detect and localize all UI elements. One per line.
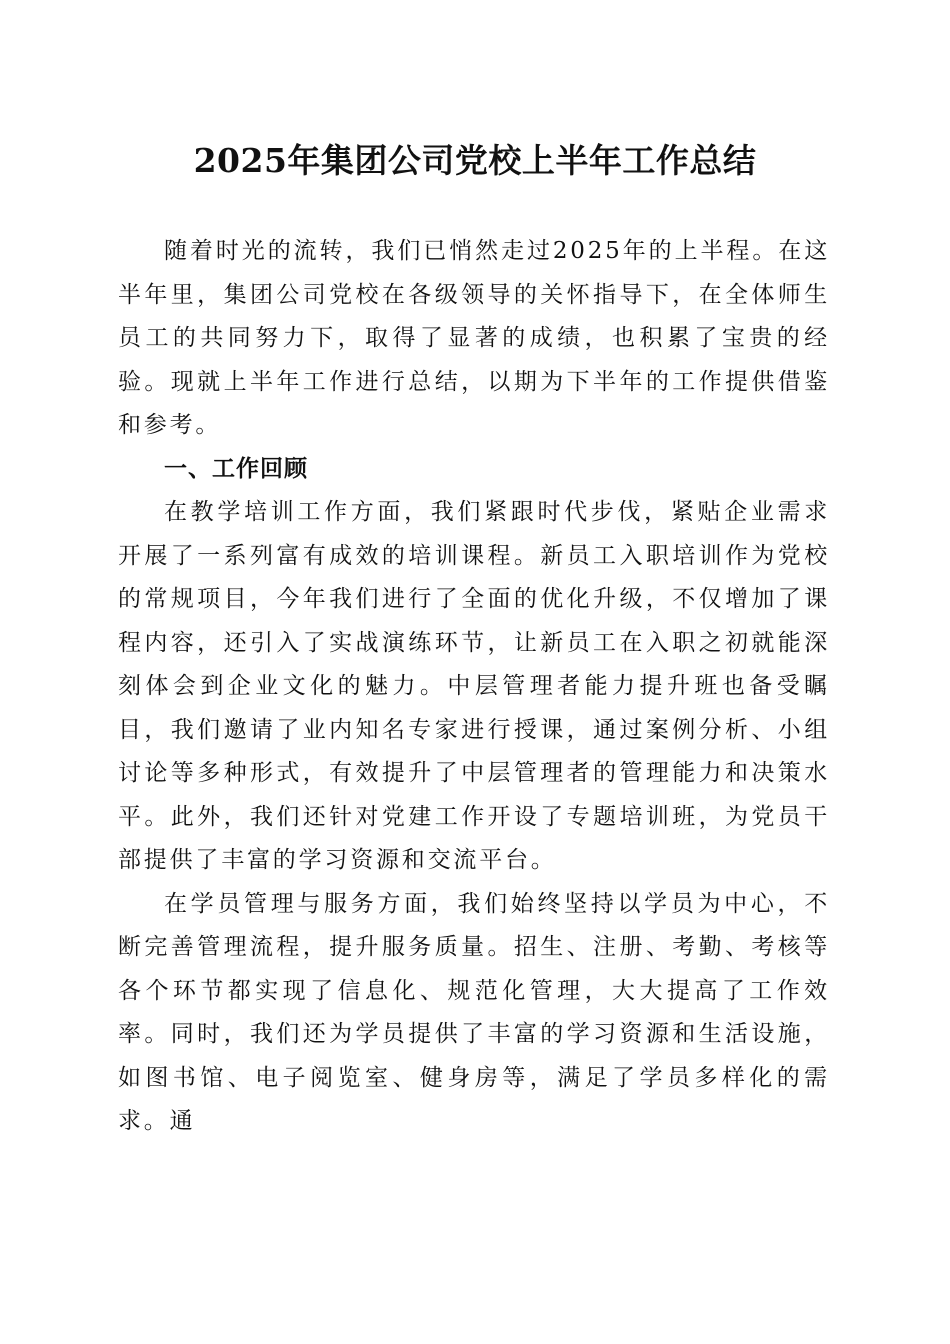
student-management-paragraph: 在学员管理与服务方面，我们始终坚持以学员为中心，不断完善管理流程，提升服务质量。招生、注册、考勤、考核等各个环节都实现了信息化、规范化管理，大大提高了工作效率。同时，我们还为学员提供了丰富的学习资源和生活设施，如图书馆、电子阅览室、健身房等，满足了学员多样化的需求。通	[118, 890, 830, 1134]
teaching-paragraph: 在教学培训工作方面，我们紧跟时代步伐，紧贴企业需求开展了一系列富有成效的培训课程。新员工入职培训作为党校的常规项目，今年我们进行了全面的优化升级，不仅增加了课程内容，还引入了实战演练环节，让新员工在入职之初就能深刻体会到企业文化的魅力。中层管理者能力提升班也备受瞩目，我们邀请了业内知名专家进行授课，通过案例分析、小组讨论等多种形式，有效提升了中层管理者的管理能力和决策水平。此外，我们还针对党建工作开设了专题培训班，为党员干部提供了丰富的学习资源和交流平台。	[118, 499, 830, 873]
document-title: 2025年集团公司党校上半年工作总结	[193, 141, 757, 180]
document-body	[118, 230, 830, 1144]
intro-paragraph: 随着时光的流转，我们已悄然走过2025年的上半程。在这半年里，集团公司党校在各级领导的关怀指导下，在全体师生员工的共同努力下，取得了显著的成绩，也积累了宝贵的经验。现就上半年工作进行总结，以期为下半年的工作提供借鉴和参考。	[118, 238, 830, 438]
section-heading: 一、工作回顾	[164, 455, 308, 482]
